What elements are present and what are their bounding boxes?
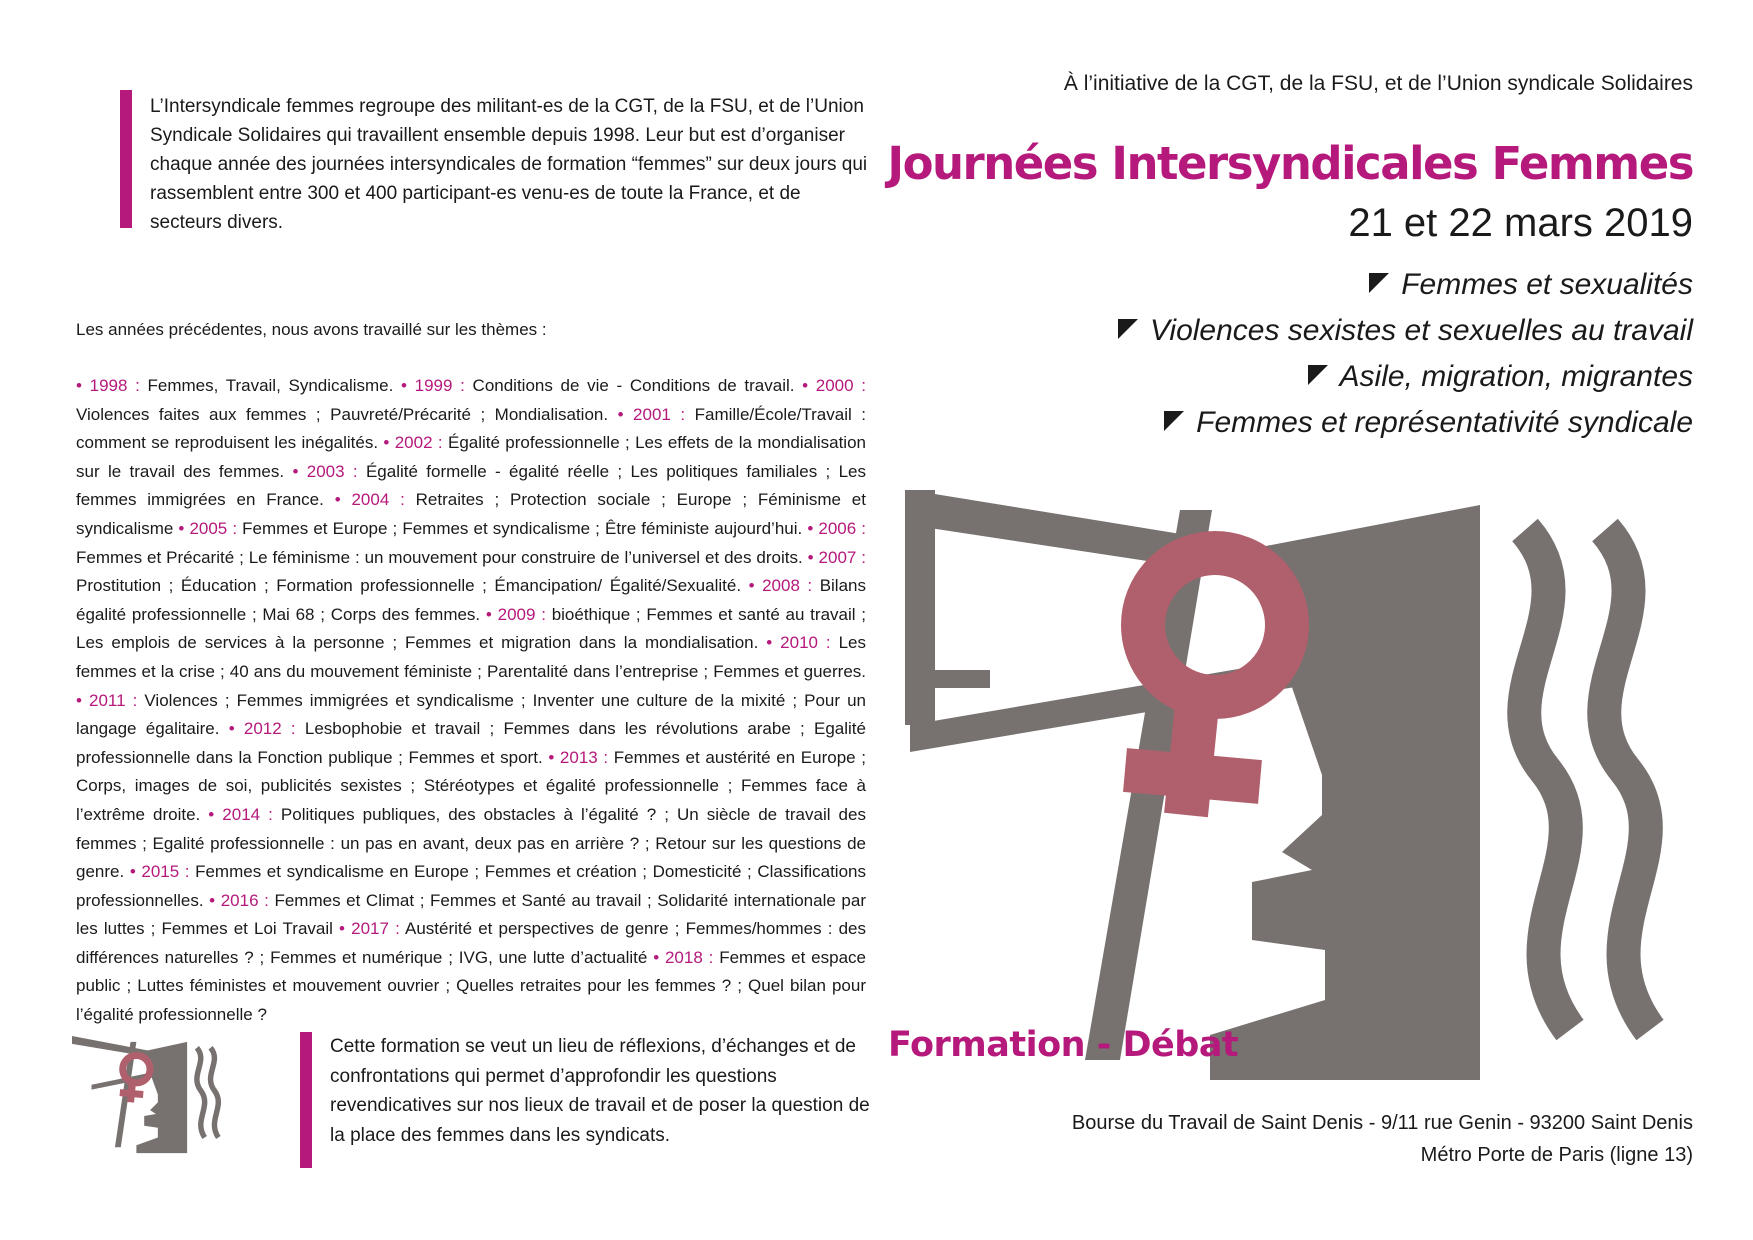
theme-item: Femmes et sexualités xyxy=(1118,262,1693,308)
theme-item: Violences sexistes et sexuelles au travail xyxy=(1118,308,1693,354)
venue-info xyxy=(1072,1107,1693,1171)
timeline-year: • 2014 : xyxy=(208,804,273,824)
timeline-themes: Bilans égalité professionnelle ; Mai 68 ; Corps des femmes. xyxy=(76,576,866,624)
triangle-bullet-icon xyxy=(1369,273,1389,293)
triangle-bullet-icon xyxy=(1308,365,1328,385)
previous-themes-label: Les années précédentes, nous avons travaillé sur les thèmes : xyxy=(76,320,547,339)
theme-item: Asile, migration, migrantes xyxy=(1118,354,1693,400)
venue-address: Bourse du Travail de Saint Denis - 9/11 rue Genin - 93200 Saint Denis xyxy=(1071,1112,1693,1134)
timeline-themes: Femmes, Travail, Syndicalisme. xyxy=(139,376,402,395)
timeline-year: • 2011 : xyxy=(76,690,138,710)
event-title: Journées Intersyndicales Femmes xyxy=(887,137,1693,190)
timeline-themes: Retraites ; Protection sociale ; Europe ; Féminisme et syndicalisme xyxy=(76,490,866,538)
timeline-themes: Femmes et Précarité ; Le féminisme : un mouvement pour construire de l’universel et des droits. xyxy=(76,547,808,567)
timeline-year: • 1998 : xyxy=(76,376,140,395)
triangle-bullet-icon xyxy=(1164,411,1184,431)
intro-paragraph: L’Intersyndicale femmes regroupe des militant-es de la CGT, de la FSU, et de l’Union Syndicale Solidaires qui travaillent ensemble depuis 1998. Leur but est d’organiser chaque année des journées intersyndicales de formation “femmes” sur deux jours qui rassemblent entre 300 et 400 participant-es venu-es de toute la France, et de secteurs divers. xyxy=(150,96,868,233)
timeline-year: • 2013 : xyxy=(548,747,609,767)
timeline-year: • 2017 : xyxy=(339,919,400,939)
timeline-year: • 2007 : xyxy=(807,547,866,567)
timeline-year: • 2010 : xyxy=(766,633,831,653)
timeline-themes: Égalité formelle - égalité réelle ; Les politiques familiales ; Les femmes immigrées en France. xyxy=(76,461,866,510)
timeline-year: • 2016 : xyxy=(209,890,269,910)
timeline-year: • 2018 : xyxy=(653,947,714,967)
timeline-themes: Femmes et Climat ; Femmes et Santé au travail ; Solidarité internationale par les luttes ; Femmes et Loi Travail xyxy=(76,890,866,939)
timeline-themes: Femmes et austérité en Europe ; Corps, images de soi, publicités sexistes ; Stéréotypes et égalité professionnelle ; Femmes face à l’extrême droite. xyxy=(76,747,866,824)
female-symbol-face-logo-small xyxy=(72,1025,232,1168)
timeline-year: • 2009 : xyxy=(485,604,546,624)
timeline-themes: Égalité professionnelle ; Les effets de la mondialisation sur le travail des femmes. xyxy=(76,433,866,481)
timeline-themes: Lesbophobie et travail ; Femmes dans les révolutions arabe ; Egalité professionnelle dans la Fonction publique ; Femmes et sport. xyxy=(76,719,866,767)
timeline-themes: bioéthique ; Femmes et santé au travail ; Les emplois de services à la personne ; Femmes et migration dans la mondialisation. xyxy=(76,604,867,653)
female-symbol-face-logo xyxy=(880,470,1700,1090)
timeline-themes: Prostitution ; Éducation ; Formation professionnelle ; Émancipation/ Égalité/Sexualité. xyxy=(76,576,749,596)
timeline-year: • 1999 : xyxy=(401,376,465,395)
timeline-themes: Violences faites aux femmes ; Pauvreté/Précarité ; Mondialisation. xyxy=(76,404,618,424)
timeline-year: • 2000 : xyxy=(802,376,866,395)
timeline-year: • 2008 : xyxy=(748,576,813,596)
venue-metro: Métro Porte de Paris (ligne 13) xyxy=(1420,1144,1693,1166)
timeline-themes: Austérité et perspectives de genre ; Femmes/hommes : des différences naturelles ? ; Femmes et numérique ; IVG, une lutte d’actualité xyxy=(76,919,866,967)
timeline-year: • 2001 : xyxy=(617,404,686,424)
timeline-year: • 2002 : xyxy=(383,433,443,453)
timeline-themes: Femmes et syndicalisme en Europe ; Femmes et création ; Domesticité ; Classifications professionnelles. xyxy=(76,862,866,910)
closing-accent-bar xyxy=(300,1032,312,1168)
timeline-year: • 2012 : xyxy=(228,719,296,739)
previous-themes-list xyxy=(76,372,866,1030)
timeline-themes: Les femmes et la crise ; 40 ans du mouvement féministe ; Parentalité dans l’entreprise ; Femmes et guerres. xyxy=(76,633,866,681)
initiative-line: À l’initiative de la CGT, de la FSU, et de l’Union syndicale Solidaires xyxy=(1063,72,1693,95)
timeline-year: • 2004 : xyxy=(334,490,405,510)
timeline-year: • 2006 : xyxy=(807,518,866,538)
themes-list xyxy=(1118,262,1693,446)
event-dates: 21 et 22 mars 2019 xyxy=(1348,201,1693,245)
timeline-year: • 2005 : xyxy=(178,518,238,538)
closing-paragraph: Cette formation se veut un lieu de réflexions, d’échanges et de confrontations qui permet d’approfondir les questions revendicatives sur nos lieux de travail et de poser la question de la place des femmes dans les syndicats. xyxy=(330,1036,870,1146)
timeline-themes: Violences ; Femmes immigrées et syndicalisme ; Inventer une culture de la mixité ; Pour un langage égalitaire. xyxy=(76,690,866,739)
intro-accent-bar xyxy=(120,90,132,228)
event-format: Formation - Débat xyxy=(888,1025,1239,1065)
timeline-year: • 2003 : xyxy=(292,461,358,481)
timeline-themes: Famille/École/Travail : comment se reproduisent les inégalités. xyxy=(76,404,866,453)
triangle-bullet-icon xyxy=(1118,319,1138,339)
timeline-themes: Conditions de vie - Conditions de travail. xyxy=(464,376,803,395)
timeline-year: • 2015 : xyxy=(129,862,190,882)
timeline-themes: Femmes et Europe ; Femmes et syndicalisme ; Être féministe aujourd’hui. xyxy=(237,518,808,538)
timeline-themes: Politiques publiques, des obstacles à l’égalité ? ; Un siècle de travail des femmes ; Egalité professionnelle : un pas en avant, deux pas en arrière ? ; Retour sur les questions de genre. xyxy=(76,804,866,882)
theme-item: Femmes et représentativité syndicale xyxy=(1118,400,1693,446)
timeline-themes: Femmes et espace public ; Luttes féministes et mouvement ouvrier ; Quelles retraites pour les femmes ? ; Quel bilan pour l’égalité professionnelle ? xyxy=(76,947,866,1025)
